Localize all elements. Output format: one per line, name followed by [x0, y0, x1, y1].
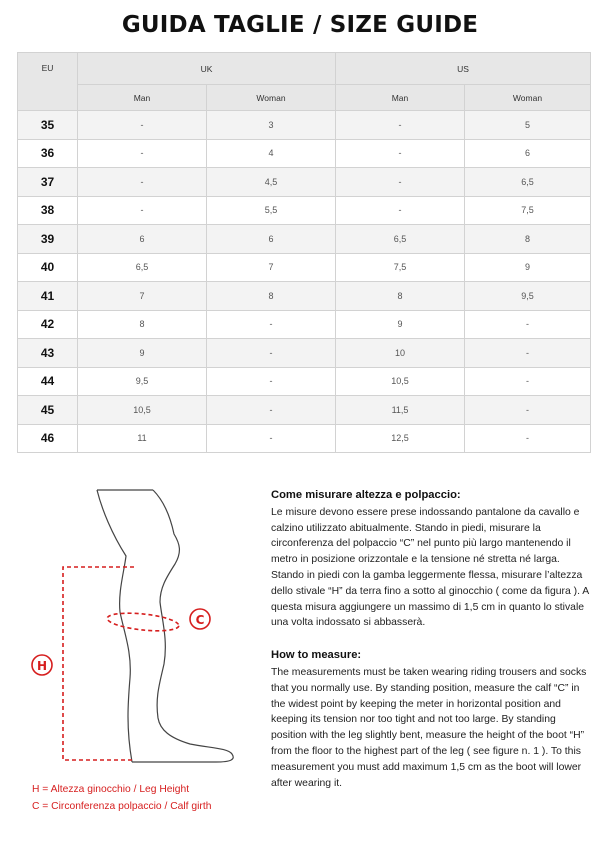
cell-uk-man: 8	[78, 310, 207, 339]
cell-us-man: -	[336, 168, 465, 197]
cell-uk-woman: -	[207, 310, 336, 339]
table-row	[18, 367, 591, 396]
subheader-us-man: Man	[336, 85, 465, 111]
cell-us-woman: 6	[465, 139, 591, 168]
cell-uk-woman: -	[207, 396, 336, 425]
table-row	[18, 111, 591, 140]
cell-eu: 44	[18, 367, 78, 396]
cell-uk-man: -	[78, 168, 207, 197]
cell-us-woman: 7,5	[465, 196, 591, 225]
table-row	[18, 310, 591, 339]
cell-uk-man: 11	[78, 424, 207, 453]
cell-uk-man: -	[78, 111, 207, 140]
cell-uk-man: 9	[78, 339, 207, 368]
cell-eu: 38	[18, 196, 78, 225]
table-row	[18, 282, 591, 311]
cell-us-woman: 9,5	[465, 282, 591, 311]
header-eu: EU	[18, 53, 78, 111]
cell-us-woman: -	[465, 310, 591, 339]
cell-eu: 37	[18, 168, 78, 197]
subheader-us-woman: Woman	[465, 85, 591, 111]
cell-uk-woman: 7	[207, 253, 336, 282]
cell-us-man: 10,5	[336, 367, 465, 396]
cell-us-man: 9	[336, 310, 465, 339]
cell-us-woman: -	[465, 339, 591, 368]
table-row	[18, 139, 591, 168]
cell-uk-man: -	[78, 139, 207, 168]
cell-eu: 40	[18, 253, 78, 282]
cell-eu: 43	[18, 339, 78, 368]
size-table	[17, 52, 591, 453]
cell-uk-woman: -	[207, 367, 336, 396]
cell-uk-woman: -	[207, 339, 336, 368]
cell-us-man: 12,5	[336, 424, 465, 453]
cell-uk-woman: 4,5	[207, 168, 336, 197]
cell-us-woman: 5	[465, 111, 591, 140]
table-row	[18, 196, 591, 225]
table-row	[18, 339, 591, 368]
cell-us-woman: -	[465, 396, 591, 425]
cell-us-man: 8	[336, 282, 465, 311]
c-marker-label: C	[195, 613, 205, 627]
cell-us-man: 6,5	[336, 225, 465, 254]
cell-us-man: 7,5	[336, 253, 465, 282]
english-heading: How to measure:	[271, 649, 362, 662]
leg-front-contour	[132, 490, 233, 762]
cell-eu: 36	[18, 139, 78, 168]
cell-us-man: -	[336, 111, 465, 140]
leg-back-contour	[97, 490, 132, 762]
cell-us-woman: 8	[465, 225, 591, 254]
cell-uk-woman: 3	[207, 111, 336, 140]
instructions	[271, 488, 593, 791]
cell-us-woman: 6,5	[465, 168, 591, 197]
cell-uk-woman: -	[207, 424, 336, 453]
cell-uk-woman: 4	[207, 139, 336, 168]
h-marker-label: H	[36, 659, 48, 673]
english-body: The measurements must be taken wearing riding trousers and socks that you normally use. By standing position, measure the calf “C” in the widest point by keeping the meter in horizontal position and keeping its tension nor too tight and not too large. By standing position with the leg slightly bent, measure the height of the boot “H” from the floor to the highest part of the leg ( see figure n. 1 ). To this measurement you must add maximum 1,5 cm as the boot will lower after wearing it.	[271, 666, 587, 789]
table-row	[18, 396, 591, 425]
header-us: US	[336, 53, 591, 85]
cell-us-woman: 9	[465, 253, 591, 282]
cell-uk-man: 6	[78, 225, 207, 254]
cell-eu: 35	[18, 111, 78, 140]
table-row	[18, 168, 591, 197]
cell-uk-man: -	[78, 196, 207, 225]
cell-us-man: 10	[336, 339, 465, 368]
boot-leg-diagram	[20, 482, 250, 782]
subheader-uk-woman: Woman	[207, 85, 336, 111]
cell-eu: 41	[18, 282, 78, 311]
subheader-uk-man: Man	[78, 85, 207, 111]
page-title: GUIDA TAGLIE / SIZE GUIDE	[121, 12, 479, 38]
cell-us-woman: -	[465, 367, 591, 396]
cell-us-man: 11,5	[336, 396, 465, 425]
calf-measure-line	[106, 610, 179, 633]
legend-leg-height: H = Altezza ginocchio / Leg Height	[32, 784, 190, 795]
cell-uk-man: 6,5	[78, 253, 207, 282]
cell-eu: 45	[18, 396, 78, 425]
cell-eu: 46	[18, 424, 78, 453]
height-measure-line	[63, 567, 134, 760]
cell-eu: 39	[18, 225, 78, 254]
header-uk: UK	[78, 53, 336, 85]
cell-uk-woman: 6	[207, 225, 336, 254]
cell-uk-woman: 8	[207, 282, 336, 311]
italian-body: Le misure devono essere prese indossando pantalone da cavallo e calzino utilizzato abitualmente. Stando in piedi, misurare la circonferenza del polpaccio “C” nel punto più largo mantenendo il metro in posizione orizzontale e la tensione né stretta né larga. Stando in piedi con la gamba leggermente flessa, misurare l’altezza dello stivale “H” da terra fino a sotto al ginocchio ( come da figura ). A questa misura aggiungere un massimo di 1,5 cm in quanto lo stivale una volta indossato si abbasserà.	[271, 506, 589, 629]
diagram-legend	[32, 781, 211, 815]
legend-calf-girth: C = Circonferenza polpaccio / Calf girth	[32, 801, 212, 812]
cell-us-man: -	[336, 139, 465, 168]
cell-uk-man: 10,5	[78, 396, 207, 425]
italian-heading: Come misurare altezza e polpaccio:	[271, 489, 461, 501]
cell-us-man: -	[336, 196, 465, 225]
cell-uk-man: 7	[78, 282, 207, 311]
cell-eu: 42	[18, 310, 78, 339]
cell-uk-man: 9,5	[78, 367, 207, 396]
table-row	[18, 253, 591, 282]
cell-us-woman: -	[465, 424, 591, 453]
table-row	[18, 424, 591, 453]
table-row	[18, 225, 591, 254]
cell-uk-woman: 5,5	[207, 196, 336, 225]
